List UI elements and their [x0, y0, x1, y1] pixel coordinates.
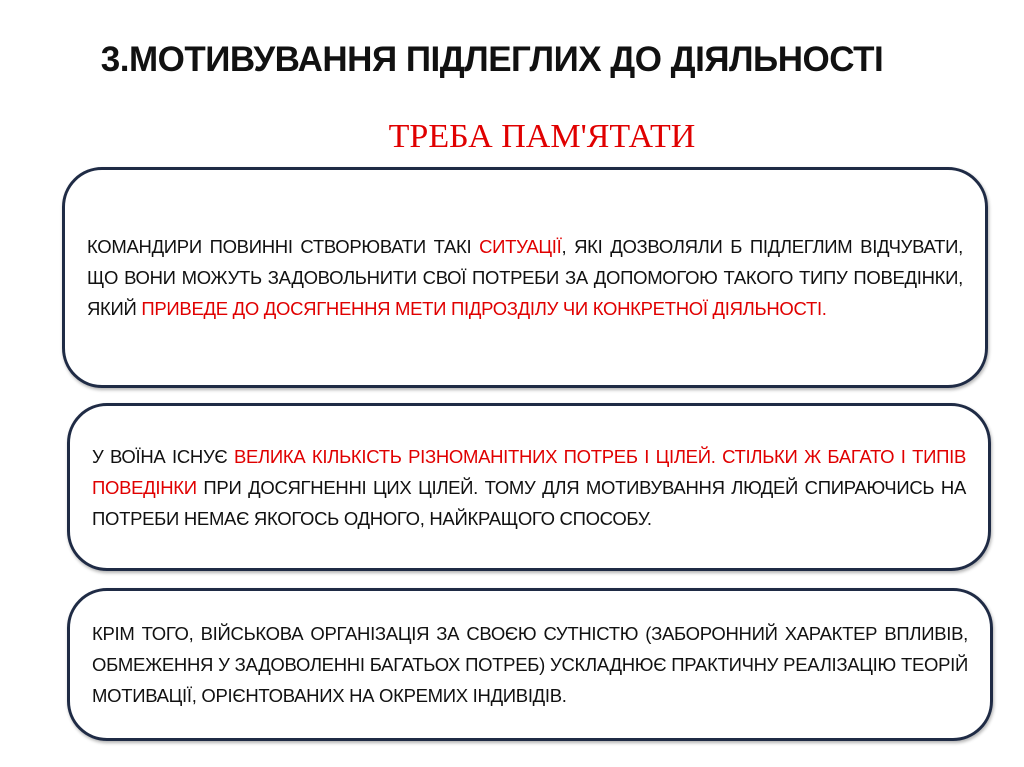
note-text — [92, 441, 966, 534]
text-segment: У ВОЇНА ІСНУЄ — [92, 445, 234, 467]
highlight-segment: ПРИВЕДЕ ДО ДОСЯГНЕННЯ МЕТИ ПІДРОЗДІЛУ ЧИ КОНКРЕТНОЇ ДІЯЛЬНОСТІ. — [141, 298, 827, 319]
note-box-military-organization — [67, 588, 993, 741]
note-box-commanders — [62, 167, 988, 388]
note-box-needs — [67, 403, 991, 571]
note-text — [92, 618, 968, 711]
text-segment: КОМАНДИРИ ПОВИННІ СТВОРЮВАТИ ТАКІ — [87, 236, 480, 257]
highlight-segment: ВЕЛИКА КІЛЬКІСТЬ РІЗНОМАНІТНИХ ПОТРЕБ І ЦІЛЕЙ. СТІЛЬКИ Ж БАГАТО І ТИПІВ ПОВЕДІНКИ — [92, 445, 966, 498]
slide-title: 3.МОТИВУВАННЯ ПІДЛЕГЛИХ ДО ДІЯЛЬНОСТІ — [100, 40, 884, 79]
note-text — [87, 231, 963, 324]
text-segment: КРІМ ТОГО, ВІЙСЬКОВА ОРГАНІЗАЦІЯ ЗА СВОЄЮ СУТНІСТЮ (ЗАБОРОННИЙ ХАРАКТЕР ВПЛИВІВ, ОБМЕЖЕННЯ У ЗАДОВОЛЕННІ БАГАТЬОХ ПОТРЕБ) УСКЛАДНЮЄ ПРАКТИЧНУ РЕАЛІЗАЦІЮ ТЕОРІЙ МОТИВАЦІЇ, ОРІЄНТОВАНИХ НА ОКРЕМИХ ІНДИВІДІВ. — [92, 623, 968, 706]
slide-subtitle: ТРЕБА ПАМ'ЯТАТИ — [388, 118, 696, 155]
text-segment: , ЯКІ ДОЗВОЛЯЛИ Б ПІДЛЕГЛИМ ВІДЧУВАТИ, ЩО ВОНИ МОЖУТЬ ЗАДОВОЛЬНИТИ СВОЇ ПОТРЕБИ ЗА ДОПОМОГОЮ ТАКОГО ТИПУ ПОВЕДІНКИ, ЯКИЙ — [87, 236, 963, 319]
highlight-segment: СИТУАЦІЇ — [479, 236, 562, 257]
text-segment: ПРИ ДОСЯГНЕННІ ЦИХ ЦІЛЕЙ. ТОМУ ДЛЯ МОТИВУВАННЯ ЛЮДЕЙ СПИРАЮЧИСЬ НА ПОТРЕБИ НЕМАЄ ЯКОГОСЬ ОДНОГО, НАЙКРАЩОГО СПОСОБУ. — [92, 476, 966, 529]
